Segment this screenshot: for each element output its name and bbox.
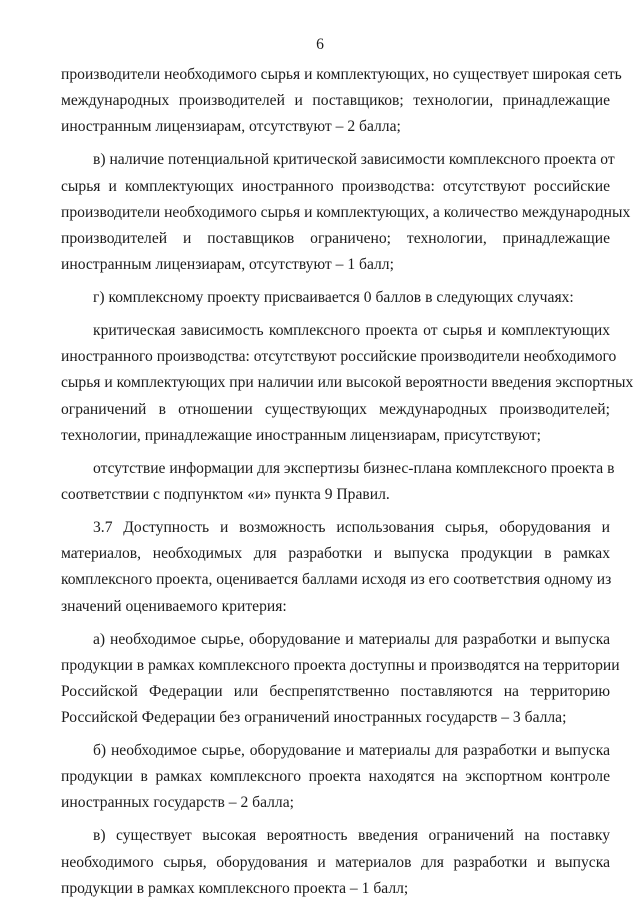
text-line: отсутствие информации для экспертизы бизнес-плана комплексного проекта в [93,459,615,477]
document-body [61,62,634,909]
text-line: иностранным лицензиарам, отсутствуют – 1 балл; [61,256,394,274]
text-line: ограничений в отношении существующих международных производителей; [61,400,610,418]
text-line: производители необходимого сырья и комплектующих, а количество международных [61,203,631,221]
text-line: сырья и комплектующих иностранного производства: отсутствуют российские [61,177,610,195]
text-line: иностранного производства: отсутствуют российские производители необходимого [61,348,617,366]
text-line: Российской Федерации без ограничений иностранных государств – 3 балла; [61,709,567,727]
text-line: необходимого сырья, оборудования и материалов для разработки и выпуска [61,853,610,871]
paragraph-missing-information [61,456,615,508]
text-line: а) необходимое сырье, оборудование и материалы для разработки и выпуска [93,630,610,648]
text-line: продукции в рамках комплексного проекта находятся на экспортном контроле [61,768,610,786]
text-line: комплексного проекта, оценивается баллами исходя из его соответствия одному из [61,571,612,589]
text-line: технологии, принадлежащие иностранным лицензиарам, присутствуют; [61,426,541,444]
text-line: международных производителей и поставщиков; технологии, принадлежащие [61,92,610,110]
paragraph-item-b [61,738,610,817]
text-line: б) необходимое сырье, оборудование и материалы для разработки и выпуска [93,742,610,760]
text-line: критическая зависимость комплексного проекта от сырья и комплектующих [93,322,610,340]
paragraph-item-v [61,147,631,278]
text-line: значений оцениваемого критерия: [61,597,287,615]
text-line: материалов, необходимых для разработки и выпуска продукции в рамках [61,545,610,563]
paragraph-critical-dependency [61,318,634,449]
text-line: сырья и комплектующих при наличии или высокой вероятности введения экспортных [61,374,634,392]
paragraph-item-v2 [61,823,610,902]
text-line: г) комплексному проекту присваивается 0 баллов в следующих случаях: [93,289,574,307]
text-line: продукции в рамках комплексного проекта доступны и производятся на территории [61,656,620,674]
paragraph-item-a [61,627,620,732]
text-line: 3.7 Доступность и возможность использования сырья, оборудования и [93,518,610,536]
paragraph-item-g [61,285,610,311]
text-line: иностранным лицензиарам, отсутствуют – 2 балла; [61,118,401,136]
paragraph-continuation [61,62,622,141]
text-line: в) наличие потенциальной критической зависимости комплексного проекта от [93,151,615,169]
text-line: Российской Федерации или беспрепятственно поставляются на территорию [61,682,610,700]
text-line: в) существует высокая вероятность введения ограничений на поставку [93,827,610,845]
text-line: соответствии с подпунктом «и» пункта 9 Правил. [61,486,390,503]
page-number: 6 [316,36,324,53]
text-line: производителей и поставщиков ограничено; технологии, принадлежащие [61,229,610,247]
text-line: продукции в рамках комплексного проекта – 1 балл; [61,879,409,897]
paragraph-section-3-7 [61,515,610,620]
text-line: иностранных государств – 2 балла; [61,794,294,812]
text-line: производители необходимого сырья и комплектующих, но существует широкая сеть [61,66,622,83]
